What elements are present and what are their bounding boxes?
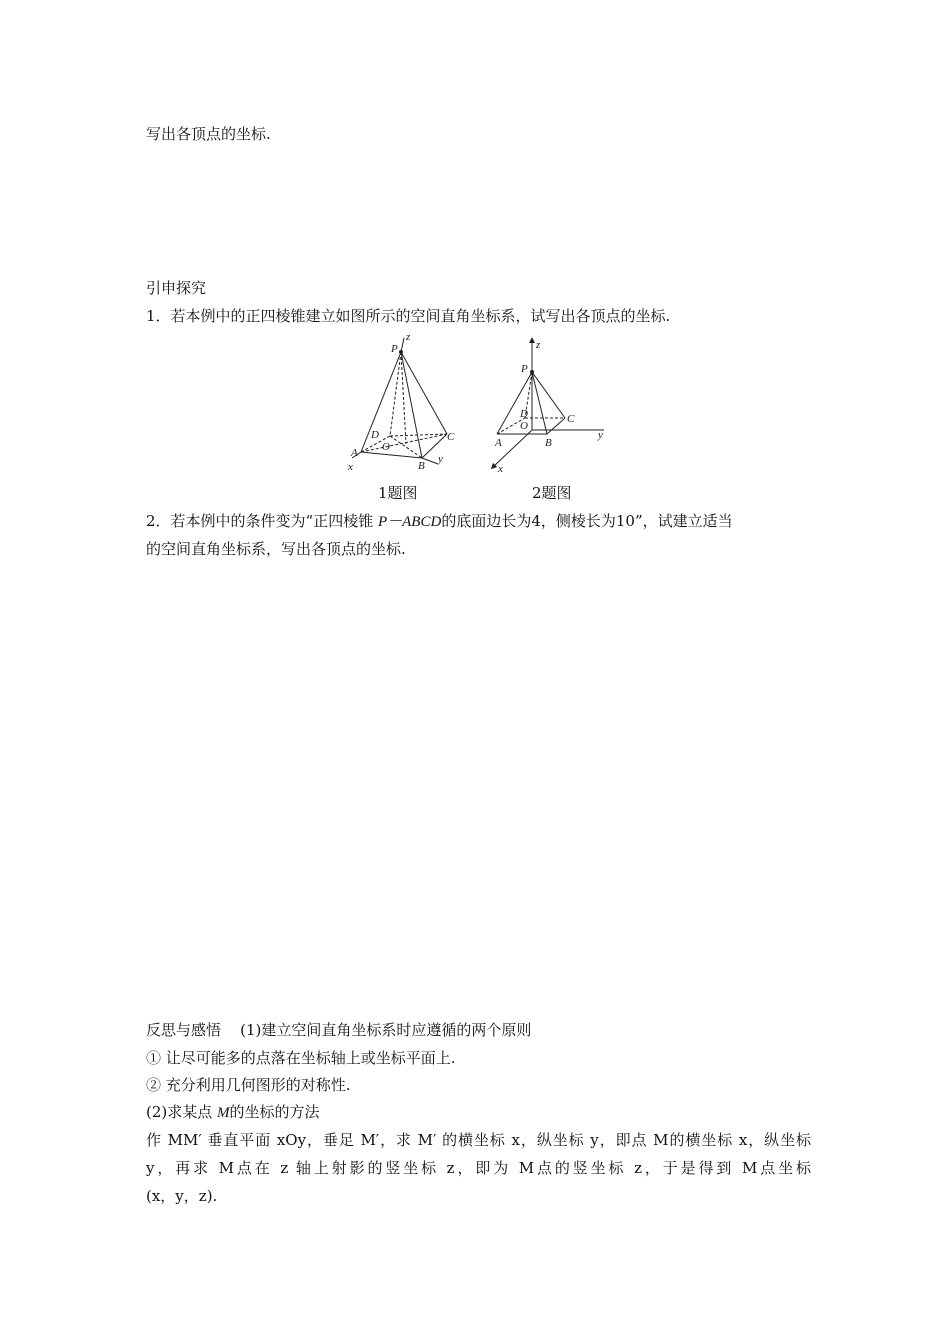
label-z: z [536, 339, 541, 351]
p2-suffix: 的坐标的方法 [229, 1103, 320, 1121]
reflection-p3-line-2: y，再求 M点在 z 轴上射影的竖坐标 z，即为 M点的竖坐标 z，于是得到 M点坐标 [146, 1159, 811, 1177]
edge-AB [361, 452, 422, 458]
reflection-p3-line-3: (x，y，z). [146, 1187, 218, 1205]
q2-math: P－ABCD [377, 514, 442, 530]
reflection-p3-line-1: 作 MM′ 垂直平面 xOy，垂足 M′，求 M′ 的横坐标 x，纵坐标 y，即点 M的横坐标 x，纵坐标 [146, 1131, 811, 1149]
label-P: P [391, 343, 398, 355]
continuation-text: 写出各顶点的坐标. [146, 125, 271, 143]
question-2-line-2: 的空间直角坐标系，写出各顶点的坐标. [146, 540, 406, 558]
edge-PB [532, 372, 547, 434]
figure-2-caption: 2题图 [532, 484, 572, 502]
label-z: z [406, 331, 411, 343]
label-y: y [438, 453, 443, 465]
label-B: B [545, 437, 552, 449]
reflection-heading-line [146, 1020, 531, 1040]
figure-2-pyramid [480, 330, 615, 475]
label-x: x [498, 463, 503, 475]
label-D: D [371, 429, 379, 441]
reflection-heading: 反思与感悟 [146, 1021, 222, 1039]
label-P: P [521, 363, 528, 375]
label-A: A [351, 447, 358, 459]
q2-suffix: 的底面边长为4，侧棱长为10”，试建立适当 [441, 512, 733, 530]
z-axis-line [401, 338, 404, 352]
edge-PC [532, 372, 565, 418]
label-D: D [520, 408, 528, 420]
edge-DC [390, 434, 447, 436]
reflection-item-1: ① 让尽可能多的点落在坐标轴上或坐标平面上. [146, 1049, 456, 1067]
question-1: 1．若本例中的正四棱锥建立如图所示的空间直角坐标系，试写出各顶点的坐标. [146, 307, 671, 325]
label-O: O [382, 441, 390, 453]
figure-1-pyramid [340, 330, 465, 475]
label-C: C [447, 431, 455, 443]
edge-BC [547, 418, 565, 434]
label-A: A [495, 437, 502, 449]
label-B: B [418, 460, 425, 472]
edge-PB [401, 352, 422, 458]
p2-math: M [217, 1105, 230, 1121]
edge-BC [422, 434, 447, 458]
q2-prefix: 2．若本例中的条件变为“正四棱锥 [146, 512, 378, 530]
reflection-item-2: ② 充分利用几何图形的对称性. [146, 1076, 351, 1094]
reflection-p1: (1)建立空间直角坐标系时应遵循的两个原则 [240, 1021, 532, 1039]
p2-prefix: (2)求某点 [146, 1103, 218, 1121]
reflection-p2 [146, 1102, 320, 1123]
label-x: x [348, 461, 353, 473]
section-title: 引申探究 [146, 279, 207, 297]
figure-1-caption: 1题图 [378, 484, 418, 502]
edge-PA [361, 352, 401, 452]
label-y: y [598, 429, 603, 441]
label-C: C [567, 413, 575, 425]
edge-PC [401, 352, 447, 434]
question-2-line-1 [146, 511, 733, 532]
label-O: O [520, 420, 528, 432]
